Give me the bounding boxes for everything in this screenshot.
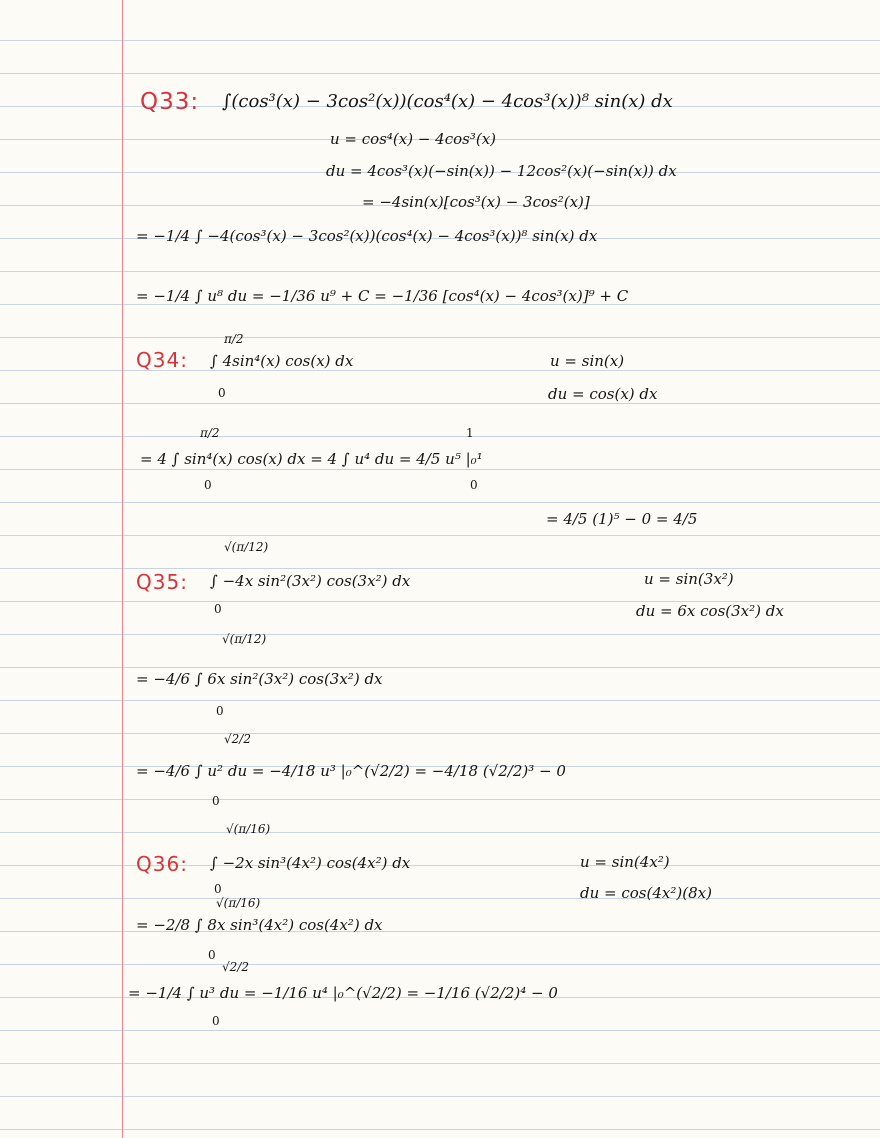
q34-substitution-du: du = cos(x) dx — [548, 385, 658, 403]
q34-step-1-lower-limit-2: 0 — [470, 478, 478, 492]
q33-substitution-du-simplified: = −4sin(x)[cos³(x) − 3cos²(x)] — [362, 193, 590, 211]
q34-step-1: = 4 ∫ sin⁴(x) cos(x) dx = 4 ∫ u⁴ du = 4/5 u⁵ |₀¹ — [140, 450, 483, 468]
q35-lower-limit: 0 — [214, 602, 222, 616]
q36-step-2-lower-limit: 0 — [212, 1014, 220, 1028]
q36-lower-limit: 0 — [214, 882, 222, 896]
q34-upper-limit: π/2 — [224, 332, 244, 346]
q36-upper-limit: √(π/16) — [226, 822, 271, 836]
q33-substitution-du: du = 4cos³(x)(−sin(x)) − 12cos²(x)(−sin(x)) dx — [326, 162, 677, 180]
q35-step-1-lower-limit: 0 — [216, 704, 224, 718]
q34-problem: ∫ 4sin⁴(x) cos(x) dx — [210, 352, 354, 370]
q36-problem: ∫ −2x sin³(4x²) cos(4x²) dx — [210, 854, 411, 872]
margin-line — [122, 0, 123, 1138]
q36-step-1-upper-limit: √(π/16) — [216, 896, 261, 910]
q33-label: Q33: — [140, 89, 200, 115]
q34-step-1-lower-limit: 0 — [204, 478, 212, 492]
q36-substitution-du: du = cos(4x²)(8x) — [580, 884, 712, 902]
q35-substitution-u: u = sin(3x²) — [644, 570, 734, 588]
q36-label: Q36: — [136, 852, 188, 876]
q36-step-2-upper-limit: √2/2 — [222, 960, 249, 974]
q35-upper-limit: √(π/12) — [224, 540, 269, 554]
q34-label: Q34: — [136, 348, 188, 372]
q33-problem: ∫(cos³(x) − 3cos²(x))(cos⁴(x) − 4cos³(x))⁸ sin(x) dx — [222, 91, 673, 112]
q35-step-2: = −4/6 ∫ u² du = −4/18 u³ |₀^(√2/2) = −4/18 (√2/2)³ − 0 — [136, 762, 566, 780]
q36-step-2: = −1/4 ∫ u³ du = −1/16 u⁴ |₀^(√2/2) = −1/16 (√2/2)⁴ − 0 — [128, 984, 558, 1002]
q36-step-1: = −2/8 ∫ 8x sin³(4x²) cos(4x²) dx — [136, 916, 383, 934]
q35-substitution-du: du = 6x cos(3x²) dx — [636, 602, 784, 620]
q34-lower-limit: 0 — [218, 386, 226, 400]
q35-step-1-upper-limit: √(π/12) — [222, 632, 267, 646]
q34-step-1-upper-limit: π/2 — [200, 426, 220, 440]
q35-problem: ∫ −4x sin²(3x²) cos(3x²) dx — [210, 572, 411, 590]
q34-step-1-upper-limit-2: 1 — [466, 426, 474, 440]
q33-step-1: = −1/4 ∫ −4(cos³(x) − 3cos²(x))(cos⁴(x) − 4cos³(x))⁸ sin(x) dx — [136, 227, 598, 245]
q33-step-2: = −1/4 ∫ u⁸ du = −1/36 u⁹ + C = −1/36 [cos⁴(x) − 4cos³(x)]⁹ + C — [136, 287, 629, 305]
q35-step-2-upper-limit: √2/2 — [224, 732, 251, 746]
q36-step-1-lower-limit: 0 — [208, 948, 216, 962]
q33-substitution-u: u = cos⁴(x) − 4cos³(x) — [330, 130, 497, 148]
q35-step-2-lower-limit: 0 — [212, 794, 220, 808]
q36-substitution-u: u = sin(4x²) — [580, 853, 670, 871]
q34-substitution-u: u = sin(x) — [550, 352, 625, 370]
q35-step-1: = −4/6 ∫ 6x sin²(3x²) cos(3x²) dx — [136, 670, 383, 688]
q35-label: Q35: — [136, 570, 188, 594]
q34-step-2: = 4/5 (1)⁵ − 0 = 4/5 — [546, 510, 698, 528]
